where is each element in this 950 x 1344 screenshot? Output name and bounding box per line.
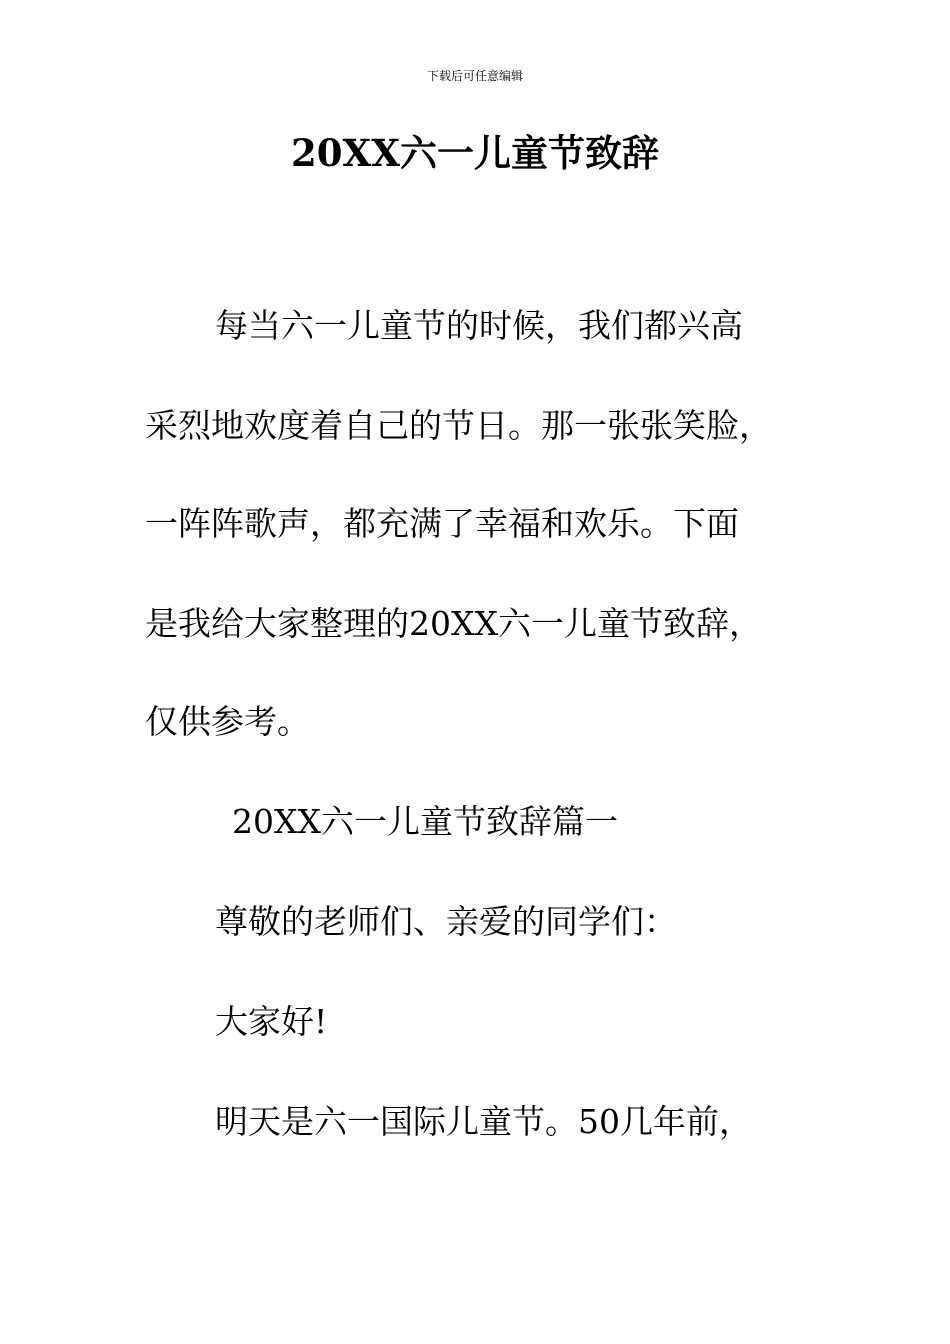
intro-line-1: 每当六一儿童节的时候，我们都兴高 bbox=[215, 306, 743, 345]
intro-line-3: 一阵阵歌声，都充满了幸福和欢乐。下面 bbox=[145, 504, 739, 543]
intro-line-5: 仅供参考。 bbox=[145, 702, 310, 741]
intro-line-4: 是我给大家整理的20XX六一儿童节致辞， bbox=[145, 604, 762, 643]
salutation: 尊敬的老师们、亲爱的同学们： bbox=[215, 902, 677, 941]
greeting: 大家好! bbox=[215, 1002, 328, 1041]
header-note: 下载后可任意编辑 bbox=[426, 69, 523, 83]
document-title: 20XX六一儿童节致辞 bbox=[291, 131, 659, 175]
section-heading: 20XX六一儿童节致辞篇一 bbox=[232, 802, 618, 841]
intro-line-2: 采烈地欢度着自己的节日。那一张张笑脸， bbox=[145, 406, 772, 445]
body-line-1: 明天是六一国际儿童节。50几年前， bbox=[215, 1102, 752, 1141]
